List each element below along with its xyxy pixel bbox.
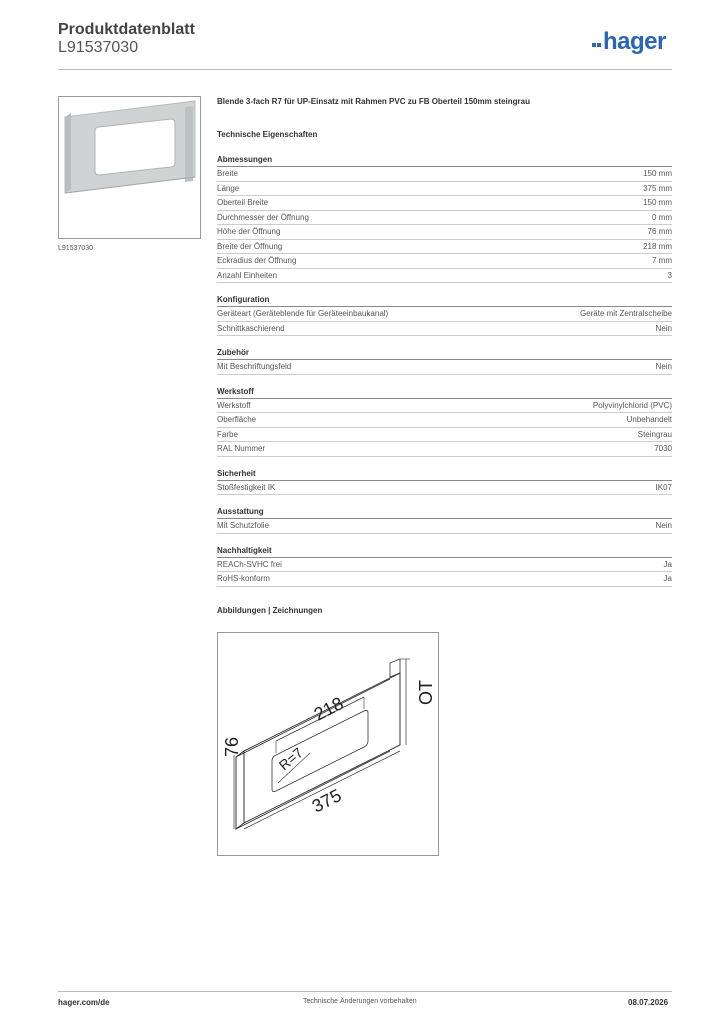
property-value: Nein [655,323,672,333]
property-value: Polyvinylchlorid (PVC) [592,400,672,410]
property-label: Farbe [217,429,238,439]
dim-length-label: 375 [308,785,345,817]
property-label: REACh-SVHC frei [217,559,282,569]
group-title: Abmessungen [217,153,672,167]
property-value: Ja [663,559,672,569]
property-row [217,196,672,211]
property-row [217,360,672,375]
footer-website-link[interactable]: hager.com/de [58,998,110,1007]
footer-notice: Technische Änderungen vorbehalten [303,998,417,1005]
property-value: IK07 [655,482,672,492]
property-value: 3 [667,270,672,280]
product-photo [59,97,200,238]
figures-title: Abbildungen | Zeichnungen [217,605,323,615]
property-row [217,269,672,284]
property-row [217,413,672,428]
property-row [217,167,672,182]
property-value: 150 mm [643,198,672,207]
property-row [217,519,672,534]
property-value: 150 mm [643,169,672,178]
property-value: Ja [663,574,672,583]
property-groups [217,153,672,587]
property-value: 76 mm [647,227,672,236]
dim-height-label: 76 [222,736,242,757]
property-label: Breite [217,169,238,178]
property-value: Nein [655,521,672,530]
property-value: 375 mm [643,183,672,193]
dim-radius-label: R=7 [275,744,306,774]
property-group [217,544,672,587]
property-label: Anzahl Einheiten [217,270,278,280]
article-number: L91537030 [58,39,139,56]
property-row [217,240,672,255]
dim-top-label: OT [416,680,436,705]
property-value: 7030 [654,444,672,453]
property-row [217,322,672,337]
dim-width-label: 218 [310,693,347,725]
property-value: Unbehandelt [626,415,672,424]
image-caption: L91537030 [58,245,94,252]
property-group [217,346,672,375]
property-row [217,307,672,322]
property-row [217,572,672,587]
property-row [217,254,672,269]
property-label: Breite der Öffnung [217,241,283,251]
property-value: Geräte mit Zentralscheibe [579,309,672,318]
property-group [217,153,672,283]
property-row [217,225,672,240]
property-row [217,481,672,496]
page-title: Produktdatenblatt [58,21,195,38]
property-group [217,467,672,496]
property-label: Oberteil Breite [217,198,269,207]
property-group [217,385,672,457]
property-value: Steingrau [637,429,672,439]
property-label: Stoßfestigkeit IK [217,482,276,492]
property-label: Mit Schutzfolie [217,521,270,530]
property-value: 218 mm [643,241,672,251]
property-label: Werkstoff [217,400,251,410]
product-description: Blende 3-fach R7 für UP-Einsatz mit Rahmen PVC zu FB Oberteil 150mm steingrau [217,97,530,106]
property-value: Nein [655,362,672,371]
footer-date: 08.07.2026 [628,998,669,1007]
group-title: Nachhaltigkeit [217,544,672,558]
property-group [217,293,672,336]
property-label: Schnittkaschierend [217,323,285,333]
hager-logo [592,28,666,56]
property-label: RAL Nummer [217,444,266,453]
property-label: Geräteart (Geräteblende für Geräteeinbaukanal) [217,309,389,318]
property-value: 0 mm [652,212,672,222]
property-value: 7 mm [652,256,672,265]
property-row [217,558,672,573]
property-row [217,211,672,226]
product-image [58,96,201,239]
property-row [217,428,672,443]
property-row [217,182,672,197]
property-label: Länge [217,183,240,193]
group-title: Sicherheit [217,467,672,481]
property-row [217,399,672,414]
property-label: Mit Beschriftungsfeld [217,362,292,371]
property-row [217,442,672,457]
property-label: Eckradius der Öffnung [217,256,297,265]
logo-text: hager [603,28,666,55]
footer-divider [58,991,672,992]
property-label: RoHS-konform [217,574,270,583]
dimension-drawing-svg [218,633,438,855]
property-label: Höhe der Öffnung [217,227,281,236]
property-group [217,505,672,534]
group-title: Werkstoff [217,385,672,399]
technical-drawing [217,632,439,856]
group-title: Konfiguration [217,293,672,307]
header-divider [58,69,672,70]
group-title: Ausstattung [217,505,672,519]
group-title: Zubehör [217,346,672,360]
property-label: Durchmesser der Öffnung [217,212,309,222]
technical-properties-title: Technische Eigenschaften [217,130,318,139]
properties-panel [217,96,672,617]
property-label: Oberfläche [217,415,257,424]
